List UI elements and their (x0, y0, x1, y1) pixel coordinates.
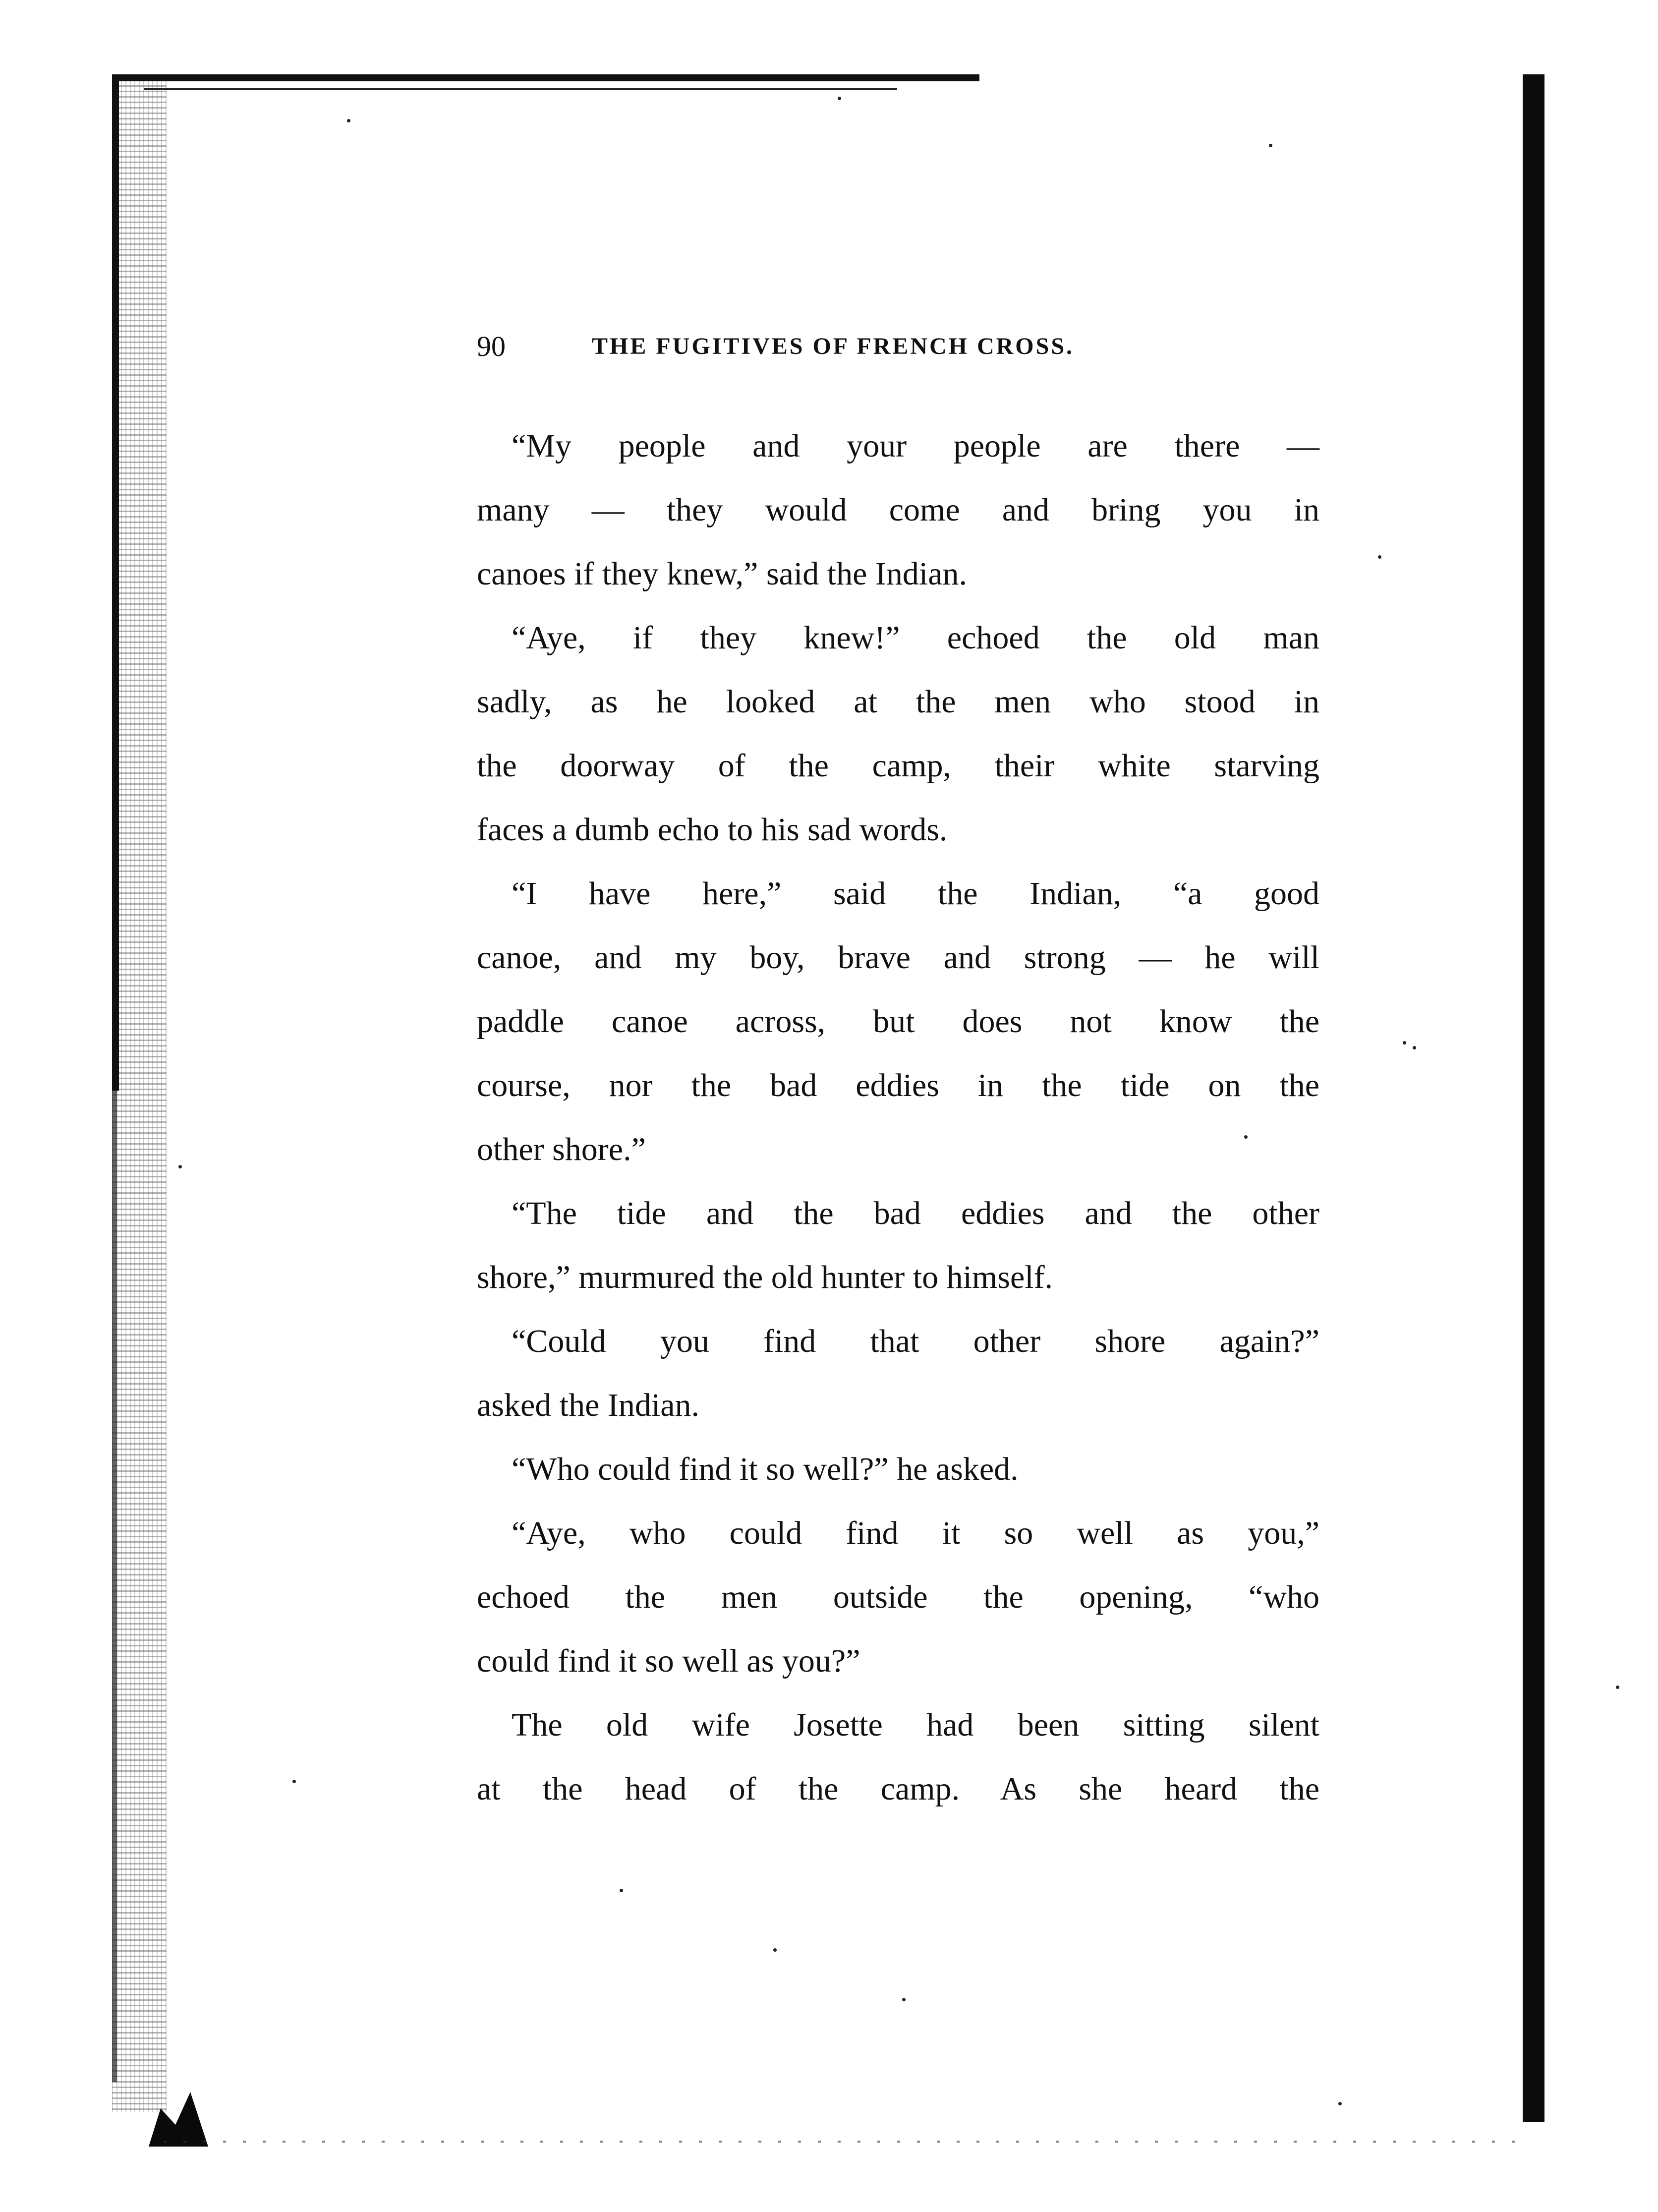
bottom-page-edge (164, 2141, 1522, 2143)
scan-speck (620, 1889, 623, 1892)
text-line: at the head of the camp. As she heard the (477, 1771, 1319, 1807)
text-line: paddle canoe across, but does not know the (477, 1003, 1319, 1040)
scan-speck (902, 1998, 906, 2001)
running-title: THE FUGITIVES OF FRENCH CROSS. (592, 333, 1075, 359)
scan-speck (1338, 2102, 1342, 2105)
scan-speck (178, 1165, 182, 1168)
text-line: The old wife Josette had been sitting silent (512, 1707, 1319, 1743)
text-line: “Could you find that other shore again?” (512, 1323, 1319, 1359)
scan-speck (773, 1948, 777, 1952)
text-line: “Aye, who could find it so well as you,” (512, 1515, 1319, 1551)
text-line: “I have here,” said the Indian, “a good (512, 875, 1319, 912)
text-line: many — they would come and bring you in (477, 492, 1319, 528)
text-line: shore,” murmured the old hunter to himself. (477, 1259, 1053, 1295)
scan-speck (1378, 555, 1381, 559)
scan-speck (1269, 144, 1272, 147)
top-page-edge-inner (144, 88, 897, 90)
text-line: the doorway of the camp, their white starving (477, 748, 1319, 784)
text-line: “Who could find it so well?” he asked. (512, 1451, 1019, 1487)
text-line: sadly, as he looked at the men who stood in (477, 684, 1319, 720)
binding-edge-lower (112, 1091, 117, 2082)
text-line: faces a dumb echo to his sad words. (477, 812, 948, 848)
text-line: other shore.” (477, 1131, 646, 1167)
text-line: “The tide and the bad eddies and the other (512, 1195, 1319, 1231)
binding-edge-upper (112, 74, 119, 1091)
top-page-edge (112, 74, 979, 81)
text-line: echoed the men outside the opening, “who (477, 1579, 1319, 1615)
text-line: canoes if they knew,” said the Indian. (477, 556, 968, 592)
text-line: canoe, and my boy, brave and strong — he will (477, 939, 1319, 976)
binding-gutter (112, 74, 167, 2112)
scan-speck (1616, 1686, 1619, 1689)
text-line: asked the Indian. (477, 1387, 700, 1423)
text-line: “Aye, if they knew!” echoed the old man (512, 620, 1319, 656)
text-line: course, nor the bad eddies in the tide on the (477, 1067, 1319, 1104)
body-text (477, 414, 1319, 1821)
right-page-edge (1523, 74, 1544, 2122)
scan-speck (347, 119, 350, 122)
text-line: “My people and your people are there — (512, 428, 1319, 464)
page-number: 90 (477, 330, 506, 362)
page-header (477, 330, 1196, 369)
scan-speck (838, 97, 841, 100)
text-line: could find it so well as you?” (477, 1643, 860, 1679)
scan-speck (1413, 1046, 1416, 1049)
scan-speck (1403, 1041, 1406, 1045)
scan-speck (292, 1780, 296, 1783)
